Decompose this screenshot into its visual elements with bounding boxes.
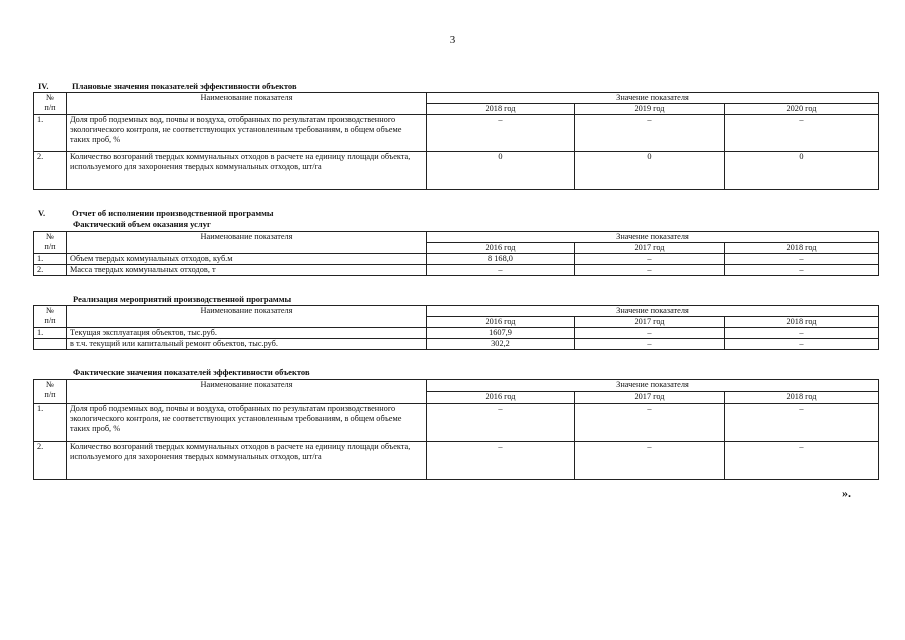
header-name: Наименование показателя [67, 380, 427, 404]
row-value: 0 [427, 152, 575, 190]
row-number: 1. [34, 115, 67, 152]
header-year: 2016 год [427, 392, 575, 404]
row-value: – [575, 265, 725, 276]
actual-indicators-table [33, 379, 879, 480]
row-value: – [725, 442, 879, 480]
header-year: 2020 год [725, 104, 879, 115]
row-value: – [725, 404, 879, 442]
header-year: 2017 год [575, 392, 725, 404]
row-value: – [575, 404, 725, 442]
row-value: 8 168,0 [427, 254, 575, 265]
row-value: – [575, 339, 725, 350]
row-value: – [725, 339, 879, 350]
row-value: – [725, 265, 879, 276]
row-name: Количество возгораний твердых коммунальных отходов в расчете на единицу площади объекта, используемого для захоронения твердых коммунальных отходов, шт/га [67, 442, 427, 480]
closing-quote-mark: ». [842, 486, 851, 500]
section-4-number: IV. [38, 81, 49, 91]
row-value: – [427, 265, 575, 276]
header-year: 2016 год [427, 243, 575, 254]
row-value: – [575, 442, 725, 480]
section-5-heading [38, 208, 274, 218]
services-volume-heading: Фактический объем оказания услуг [73, 219, 211, 229]
header-year: 2018 год [725, 243, 879, 254]
program-measures-heading: Реализация мероприятий производственной программы [73, 294, 292, 304]
row-name: Текущая эксплуатация объектов, тыс.руб. [67, 328, 427, 339]
header-no: № п/п [34, 93, 67, 115]
table-row [34, 254, 879, 265]
row-value: – [427, 115, 575, 152]
header-year: 2016 год [427, 317, 575, 328]
header-no: № п/п [34, 232, 67, 254]
row-number: 1. [34, 254, 67, 265]
header-name: Наименование показателя [67, 93, 427, 115]
row-value: – [725, 254, 879, 265]
row-name: Объем твердых коммунальных отходов, куб.м [67, 254, 427, 265]
row-name: Доля проб подземных вод, почвы и воздуха, отобранных по результатам производственного экологического контроля, не соответствующих установленным требованиям, в общем объеме таких проб, % [67, 404, 427, 442]
actual-indicators-heading: Фактические значения показателей эффективности объектов [73, 367, 310, 377]
header-year: 2018 год [725, 317, 879, 328]
header-year: 2018 год [427, 104, 575, 115]
table-row [34, 115, 879, 152]
row-number: 2. [34, 442, 67, 480]
section-4-heading [38, 81, 297, 91]
header-value: Значение показателя [427, 93, 879, 104]
row-value: – [575, 328, 725, 339]
row-number: 2. [34, 265, 67, 276]
row-value: 302,2 [427, 339, 575, 350]
row-value: 0 [575, 152, 725, 190]
program-measures-table [33, 305, 879, 350]
table-row [34, 265, 879, 276]
header-no: № п/п [34, 306, 67, 328]
header-name: Наименование показателя [67, 232, 427, 254]
services-volume-table [33, 231, 879, 276]
table-row [34, 339, 879, 350]
header-value: Значение показателя [427, 306, 879, 317]
row-value: 1607,9 [427, 328, 575, 339]
table-row [34, 442, 879, 480]
table-row [34, 152, 879, 190]
header-value: Значение показателя [427, 232, 879, 243]
row-number: 1. [34, 404, 67, 442]
row-value: – [427, 404, 575, 442]
header-year: 2017 год [575, 317, 725, 328]
table-row [34, 404, 879, 442]
section-5-title: Отчет об исполнении производственной программы [72, 208, 274, 218]
row-number: 1. [34, 328, 67, 339]
row-name: Количество возгораний твердых коммунальных отходов в расчете на единицу площади объекта, используемого для захоронения твердых коммунальных отходов, шт/га [67, 152, 427, 190]
header-year: 2018 год [725, 392, 879, 404]
row-name: Доля проб подземных вод, почвы и воздуха, отобранных по результатам производственного экологического контроля, не соответствующих установленным требованиям, в общем объеме таких проб, % [67, 115, 427, 152]
section-5-number: V. [38, 208, 46, 218]
header-value: Значение показателя [427, 380, 879, 392]
row-number: 2. [34, 152, 67, 190]
header-no: № п/п [34, 380, 67, 404]
row-name: в т.ч. текущий или капитальный ремонт объектов, тыс.руб. [67, 339, 427, 350]
table-row [34, 328, 879, 339]
row-value: – [575, 254, 725, 265]
page-number: 3 [449, 34, 456, 46]
row-number [34, 339, 67, 350]
row-value: 0 [725, 152, 879, 190]
header-year: 2019 год [575, 104, 725, 115]
row-value: – [725, 328, 879, 339]
row-name: Масса твердых коммунальных отходов, т [67, 265, 427, 276]
row-value: – [575, 115, 725, 152]
header-name: Наименование показателя [67, 306, 427, 328]
planned-indicators-table [33, 92, 879, 190]
row-value: – [427, 442, 575, 480]
section-4-title: Плановые значения показателей эффективности объектов [72, 81, 297, 91]
header-year: 2017 год [575, 243, 725, 254]
row-value: – [725, 115, 879, 152]
